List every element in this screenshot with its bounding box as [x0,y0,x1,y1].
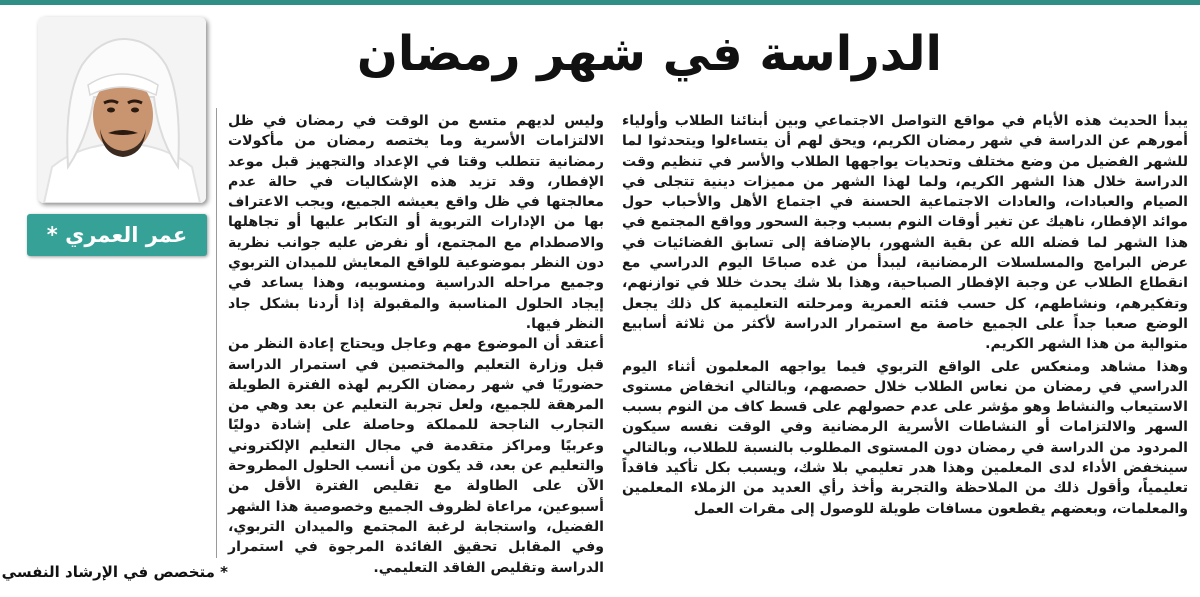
author-photo [38,17,206,203]
article-title: الدراسة في شهر رمضان [356,26,942,82]
paragraph: يبدأ الحديث هذه الأيام في مواقع التواصل الاجتماعي وبين أبنائنا الطلاب وأولياء أمورهم عن الدراسة في شهر رمضان الكريم، ويحق لهم أن يتساءلوا ويتحدثوا لما للشهر الفضيل من وضع مختلف وتحديات يواجهها الطلاب والأسر في تنظيم وقت الدراسة خلال هذا الشهر الكريم، ولما لهذا الشهر من مميزات دينية تتجلى في الصيام والعبادات، والعادات الاجتماعية الحسنة في اجتماع الأهل والأحباب حول موائد الإفطار، ناهيك عن تغير أوقات النوم بسبب وجبة السحور وواقع المجتمع في هذا الشهر لما فضله الله عن بقية الشهور، بالإضافة إلى تسابق الفضائيات في عرض البرامج والمسلسلات الرمضانية، ليبدأ من غده صباحًا اليوم الدراسي مع انقطاع الطلاب عن وجبة الإفطار الصباحية، وهذا بلا شك يحدث خللا في توازنهم، وتفكيرهم، ونشاطهم، كل حسب فئته العمرية ومرحلته التعليمية كل ذلك يجعل الوضع صعبا جداً على الجميع خاصة مع استمرار الدراسة لأكثر من ثلاثة أسابيع متوالية من هذا الشهر الكريم. [622,113,1188,353]
author-name-badge: عمر العمري * [27,214,207,256]
article-column-right [622,111,1188,519]
top-rule [0,0,1200,5]
author-footnote: * متخصص في الإرشاد النفسي [1,563,228,581]
column-divider [216,108,217,558]
paragraph: أعتقد أن الموضوع مهم وعاجل ويحتاج إعادة النظر من قبل وزارة التعليم والمختصين في استمرار الدراسة حضوريًا في شهر رمضان الكريم لهذه الفترة الطويلة المرهقة للجميع، ولعل تجربة التعليم عن بعد وهي من التجارب الناجحة للمملكة وحاصلة على إشادة دوليًا وعربيًا ومراكز متقدمة في مجال التعليم الإلكتروني والتعليم عن بعد، قد يكون من أنسب الحلول المطروحة الآن على الطاولة مع تقليص الفترة الأقل من أسبوعين، مراعاة لظروف الجميع وخصوصية هذا الشهر الفضيل، واستجابة لرغبة المجتمع والميدان التربوي، وفي المقابل تحقيق الفائدة المرجوة في استمرار الدراسة وتقليص الفاقد التعليمي. [228,336,604,576]
paragraph: وهذا مشاهد ومنعكس على الواقع التربوي فيما يواجهه المعلمون أثناء اليوم الدراسي في رمضان من نعاس الطلاب خلال حصصهم، وبالتالي انخفاض مستوى الاستيعاب والنشاط وهو مؤشر على عدم حصولهم على قسط كاف من النوم بسبب السهر والالتزامات أو النشاطات الأسرية الرمضانية وفي الوقت نفسه سيكون المردود من الدراسة في رمضان دون المستوى المطلوب بالنسبة للطلاب، وبالتالي سينخفض الأداء لدى المعلمين وهذا هدر تعليمي بلا شك، ويسبب بكل تأكيد فاقداً تعليمياً، وأقول ذلك من الملاحظة والتجربة وأخذ رأي العديد من الزملاء المعلمين والمعلمات، وبعضهم يقطعون مسافات طويلة للوصول إلى مقرات العمل [622,358,1188,517]
article-column-left [228,111,604,578]
author-portrait-icon [38,17,206,203]
paragraph: وليس لديهم متسع من الوقت في رمضان في ظل الالتزامات الأسرية وما يختصه رمضان من مأكولات رمضانية تتطلب وقتا في الإعداد والتجهيز قبل موعد الإفطار، وقد تزيد هذه الإشكاليات في حالة عدم معالجتها في ظل واقع يعيشه الجميع، ويجب الاعتراف بها من الإدارات التربوية أو التكابر عليها أو تجاهلها والاصطدام مع المجتمع، أو نفرض عليه جوانب نظرية دون النظر بموضوعية للواقع المعايش للميدان التربوي وجميع مراحله الدراسية ومنسوبيه، وهذا يساعد في إيجاد الحلول المناسبة والمقبولة إذا أردنا بشكل جاد النظر فيها. [228,113,604,332]
